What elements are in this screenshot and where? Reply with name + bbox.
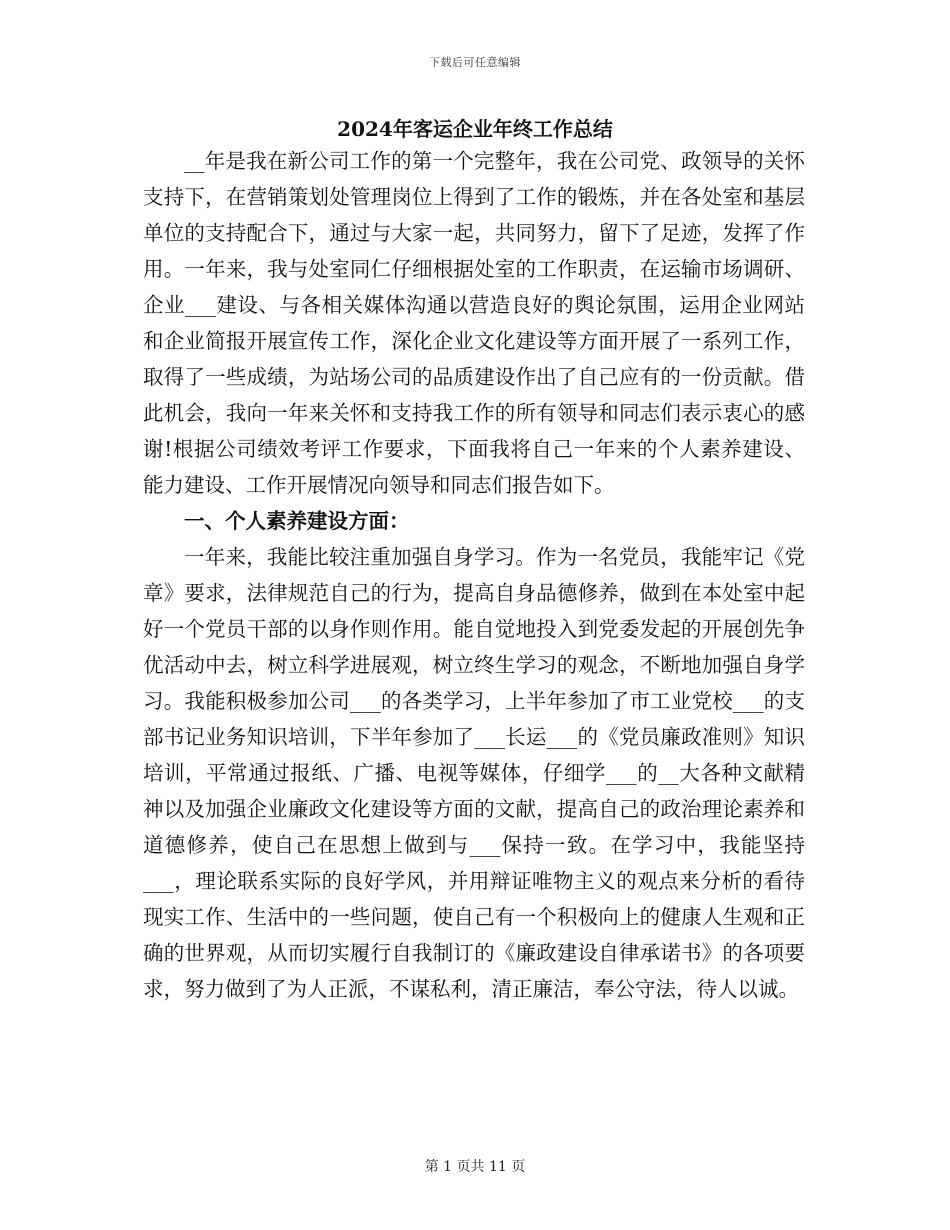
intro-paragraph: __年是我在新公司工作的第一个完整年，我在公司党、政领导的关怀支持下，在营销策划处管理岗位上得到了工作的锻炼，并在各处室和基层单位的支持配合下，通过与大家一起，共同努力，留下了足迹，发挥了作用。一年来，我与处室同仁仔细根据处室的工作职责，在运输市场调研、企业___建设、与各相关媒体沟通以营造良好的舆论氛围，运用企业网站和企业简报开展宣传工作，深化企业文化建设等方面开展了一系列工作，取得了一些成绩，为站场公司的品质建设作出了自己应有的一份贡献。借此机会，我向一年来关怀和支持我工作的所有领导和同志们表示衷心的感谢!根据公司绩效考评工作要求，下面我将自己一年来的个人素养建设、能力建设、工作开展情况向领导和同志们报告如下。 <box>143 149 805 497</box>
page-number: 第 1 页共 11 页 <box>424 1159 526 1175</box>
section-paragraph: 一年来，我能比较注重加强自身学习。作为一名党员，我能牢记《党章》要求，法律规范自己的行为，提高自身品德修养，做到在本处室中起好一个党员干部的以身作则作用。能自觉地投入到党委发起的开展创先争优活动中去，树立科学进展观，树立终生学习的观念，不断地加强自身学习。我能积极参加公司___的各类学习，上半年参加了市工业党校___的支部书记业务知识培训，下半年参加了___长运___的《党员廉政准则》知识培训，平常通过报纸、广播、电视等媒体，仔细学___的__大各种文献精神以及加强企业廉政文化建设等方面的文献，提高自己的政治理论素养和道德修养，使自己在思想上做到与___保持一致。在学习中，我能坚持___，理论联系实际的良好学风，并用辩证唯物主义的观点来分析的看待现实工作、生活中的一些问题，使自己有一个积极向上的健康人生观和正确的世界观，从而切实履行自我制订的《廉政建设自律承诺书》的各项要求，努力做到了为人正派，不谋私利，清正廉洁，奉公守法，待人以诚。 <box>143 545 805 1001</box>
document-body <box>143 143 805 1007</box>
download-note: 下载后可任意编辑 <box>429 56 521 69</box>
document-title: 2024年客运企业年终工作总结 <box>337 117 613 141</box>
section-heading: 一、个人素养建设方面： <box>184 509 410 533</box>
